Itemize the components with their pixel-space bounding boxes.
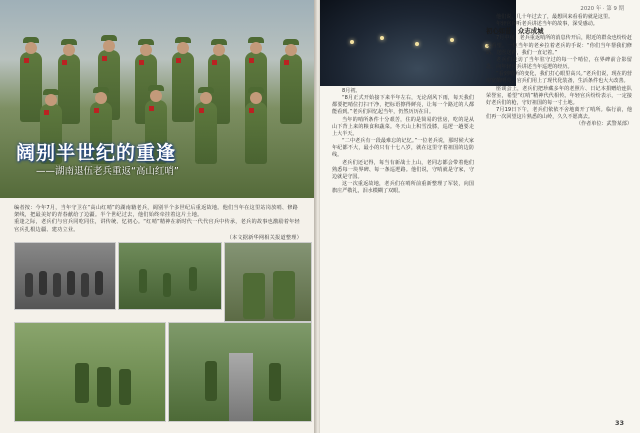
body-paragraph: “看到哨所的变化，我们打心眼里高兴。”老兵们说，现在的营房宽敞明亮，官兵们用上了现代化装备，生活条件也大大改善。 bbox=[486, 71, 632, 85]
right-page bbox=[320, 0, 640, 433]
veteran-figure bbox=[245, 102, 267, 164]
veteran-figure bbox=[20, 52, 42, 122]
left-page bbox=[0, 0, 316, 433]
intro-paragraph: 编者按：今年7月，当年守卫在“高山红哨”的湖南籍老兵，阔别半个多世纪后重返故地。他们当年在这里站岗放哨、修路架线，把最美好的青春献给了边疆。半个世纪过去，他们始终牵挂着这片土地。 bbox=[14, 205, 299, 219]
veteran-figure bbox=[280, 54, 302, 124]
photo-hillside-patrol bbox=[14, 322, 166, 422]
veteran-figure bbox=[172, 52, 194, 122]
body-paragraph: 老兵们还记得，每当有新战士上山，老同志都会带着他们熟悉每一块界碑、每一条巡逻路。他们说，守哨就是守家，守边就是守国。 bbox=[332, 159, 474, 180]
body-paragraph: 他们说，几十年过去了，最想回来看看的就是这里。 bbox=[496, 14, 614, 20]
text-column-2 bbox=[486, 14, 632, 129]
intro-source: （本文据新华网相关报道整理） bbox=[226, 234, 302, 241]
text-column-1 bbox=[332, 88, 474, 195]
veteran-figure bbox=[195, 102, 217, 164]
body-paragraph: 座谈会上，老兵们把珍藏多年的老照片、日记本捐赠给连队荣誉室，希望“红哨”精神代代相传。年轻官兵纷纷表示，一定接好老兵们的枪，守好祖国的每一寸土地。 bbox=[486, 85, 632, 106]
section-heading: 初心如昔，众志成城 bbox=[486, 27, 544, 36]
body-paragraph: “8月正式开始接下来半年左右，无论刮风下雨，每天我们都要把哨位打扫干净，把标语擦得鲜亮，让每一个路过的人都能看到。”老兵们回忆起当年，仍然历历在目。 bbox=[332, 95, 474, 116]
photo-sentry-path bbox=[168, 322, 312, 422]
body-paragraph: 8月初。 bbox=[342, 88, 361, 94]
intro-paragraph: 重逢之际，老兵们与官兵同吃同住，讲传统、忆初心。“红哨”精神在新时代一代代官兵中传承，老兵的故事也激励着年轻官兵扎根边疆、建功立业。 bbox=[14, 219, 300, 233]
body-paragraph: 年轻官兵听老兵讲述当年的故事，深受感动。 bbox=[496, 21, 598, 28]
article-subtitle: ——湖南退伍老兵重返“高山红哨” bbox=[36, 166, 179, 177]
hero-photo-veterans-group bbox=[0, 0, 316, 198]
body-paragraph: 7月19日下午，老兵们依依不舍地离开了哨所。临行前，他们再一次回望这片熟悉的山岭，久久不愿离去。 bbox=[486, 107, 632, 121]
photo-historic-squad bbox=[14, 242, 116, 310]
page-number: 33 bbox=[614, 419, 624, 427]
editor-note bbox=[14, 205, 302, 242]
photo-training-drill bbox=[118, 242, 222, 310]
photo-two-veterans bbox=[224, 242, 312, 322]
body-paragraph: 老兵们走访了当年驻守过的每一个哨位，在界碑前合影留念，向年轻官兵讲述当年巡逻的经历。 bbox=[486, 56, 632, 71]
body-paragraph: “二中老兵有一段最难忘的记忆。”一位老兵说，那时候大家年纪都不大，最小的只有十七八岁，就在这里守着祖国的边防线。 bbox=[332, 138, 474, 159]
running-head: 2020 年 · 第 9 期 bbox=[580, 6, 624, 12]
author-note: （作者单位：武警某部） bbox=[575, 121, 632, 128]
body-paragraph: 这一次重返故地，老兵们在哨所前重新整理了军装，向国旗庄严敬礼，泪水模糊了双眼。 bbox=[332, 181, 474, 195]
article-title: 阔别半世纪的重逢 bbox=[16, 142, 177, 164]
body-paragraph: 当年的哨所条件十分艰苦，住的是简易的营房，吃的是从山下背上来的粮食和蔬菜。冬天山上积雪没膝，巡逻一趟要走上大半天。 bbox=[332, 116, 474, 137]
body-paragraph: 7月中旬，老兵重返哨所的消息传开后，附近的群众也纷纷赶来看望。一位当年的老乡拉着老兵的手说：“你们当年帮我们修路、送医送药，我们一直记着。” bbox=[486, 35, 632, 56]
